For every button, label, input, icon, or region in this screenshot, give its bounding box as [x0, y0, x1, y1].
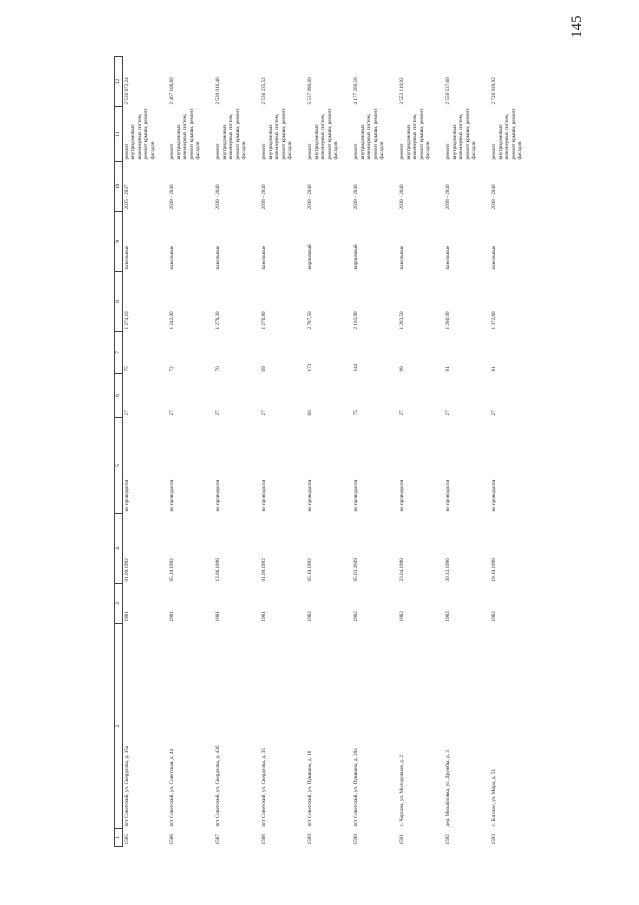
- period-cell: 2038 - 2040: [261, 184, 268, 210]
- column-6-cell: 27: [215, 410, 222, 416]
- column-6-cell: 27: [399, 410, 406, 416]
- cost-cell: 2 539 016,48: [215, 77, 222, 105]
- address-cell: пгт Советский, ул. Свердлова, д. 43б: [215, 745, 222, 827]
- period-cell: 2038 - 2040: [353, 184, 360, 210]
- column-header: 11: [115, 107, 123, 162]
- wall-material-cell: панельные: [215, 245, 222, 270]
- column-6-cell: 27: [261, 410, 268, 416]
- work-type-cell: ремонт внутридомовых инженерных систем, ремонт крыши, ремонт фасадов: [445, 108, 478, 160]
- year-cell: 1982: [307, 611, 314, 622]
- column-7-cell: 99: [399, 366, 406, 372]
- year-cell: 1981: [169, 611, 176, 622]
- column-header: 6: [115, 374, 123, 418]
- wall-material-cell: панельные: [445, 245, 452, 270]
- column-header: 1: [115, 829, 123, 847]
- wall-material-cell: кирпичный: [307, 244, 314, 270]
- year-cell: 1982: [353, 611, 360, 622]
- status-cell: не проводился: [261, 479, 268, 512]
- table-row: [444, 57, 490, 847]
- table-row: [490, 57, 536, 847]
- year-cell: 1981: [123, 611, 130, 622]
- table-row: [168, 57, 214, 847]
- cost-cell: 2 553 119,92: [399, 77, 406, 105]
- area-cell: 1 372,80: [491, 311, 498, 330]
- work-type-cell: ремонт внутридомовых инженерных систем, ремонт крыши, ремонт фасадов: [123, 108, 156, 160]
- column-6-cell: 27: [169, 410, 176, 416]
- records-table: [114, 56, 536, 847]
- status-cell: не проводился: [215, 479, 222, 512]
- address-cell: с. Богское, ул. Мира, д. 51: [491, 768, 498, 827]
- period-cell: 2038 - 2040: [307, 184, 314, 210]
- row-number: 1589: [307, 834, 314, 845]
- row-number: 1590: [353, 834, 360, 845]
- year-cell: 1982: [491, 611, 498, 622]
- cost-cell: 5 537 090,00: [307, 77, 314, 105]
- column-6-cell: 27: [445, 410, 452, 416]
- wall-material-cell: панельные: [491, 245, 498, 270]
- status-cell: не проводился: [353, 479, 360, 512]
- row-number: 1592: [445, 834, 452, 845]
- status-cell: не проводился: [445, 479, 452, 512]
- period-cell: 2038 - 2040: [445, 184, 452, 210]
- work-type-cell: ремонт внутридомовых инженерных систем, ремонт крыши, ремонт фасадов: [307, 108, 340, 160]
- year-cell: 1982: [445, 611, 452, 622]
- rotated-table-container: [114, 57, 554, 847]
- area-cell: 1 283,50: [399, 311, 406, 330]
- area-cell: 1 278,20: [215, 311, 222, 330]
- column-6-cell: 27: [491, 410, 498, 416]
- column-6-cell: 75: [353, 410, 360, 416]
- status-cell: не проводился: [123, 479, 130, 512]
- status-cell: не проводился: [491, 479, 498, 512]
- row-number: 1591: [399, 834, 406, 845]
- status-cell: не проводился: [169, 479, 176, 512]
- row-number: 1586: [169, 834, 176, 845]
- row-number: 1587: [215, 834, 222, 845]
- address-cell: пгт Советский, ул. Пушкина, д. 16: [307, 750, 314, 827]
- status-cell: не проводился: [399, 479, 406, 512]
- column-7-cell: 173: [307, 363, 314, 372]
- column-header: 7: [115, 332, 123, 374]
- column-7-cell: 144: [353, 363, 360, 372]
- area-cell: 1 242,00: [169, 311, 176, 330]
- table-row: [398, 57, 444, 847]
- table-row: [352, 57, 398, 847]
- date-cell: 30.12.1996: [445, 558, 452, 582]
- area-cell: 1 276,80: [261, 311, 268, 330]
- work-type-cell: ремонт внутридомовых инженерных систем, ремонт крыши, ремонт фасадов: [215, 108, 248, 160]
- area-cell: 1 274,10: [123, 311, 130, 330]
- year-cell: 1981: [215, 611, 222, 622]
- table-row: [260, 57, 306, 847]
- status-cell: не проводился: [307, 479, 314, 512]
- table-row: [306, 57, 352, 847]
- date-cell: 23.04.1998: [399, 558, 406, 582]
- table-row: [214, 57, 260, 847]
- column-header: 2: [115, 624, 123, 829]
- row-number: 1593: [491, 834, 498, 845]
- wall-material-cell: кирпичный: [353, 244, 360, 270]
- date-cell: 05.10.1992: [307, 558, 314, 582]
- period-cell: 2038 - 2040: [215, 184, 222, 210]
- period-cell: 2035 - 2037: [123, 184, 130, 210]
- date-cell: 05.03.2009: [353, 558, 360, 582]
- period-cell: 2038 - 2040: [491, 184, 498, 210]
- page-number: 145: [569, 15, 585, 38]
- date-cell: 19.10.1998: [491, 558, 498, 582]
- period-cell: 2038 - 2040: [399, 184, 406, 210]
- cost-cell: 2 536 235,52: [261, 77, 268, 105]
- table-row: [122, 57, 168, 847]
- work-type-cell: ремонт внутридомовых инженерных систем, ремонт крыши, ремонт фасадов: [261, 108, 294, 160]
- wall-material-cell: панельные: [261, 245, 268, 270]
- area-cell: 1 286,00: [445, 311, 452, 330]
- cost-cell: 2 726 939,92: [491, 77, 498, 105]
- year-cell: 1982: [399, 611, 406, 622]
- table-header: [115, 57, 123, 847]
- wall-material-cell: панельные: [169, 245, 176, 270]
- wall-material-cell: панельные: [399, 245, 406, 270]
- column-7-cell: 72: [169, 366, 176, 372]
- column-header: 12: [115, 57, 123, 107]
- area-cell: 2 102,90: [353, 311, 360, 330]
- work-type-cell: ремонт внутридомовых инженерных систем, ремонт крыши, ремонт фасадов: [353, 108, 386, 160]
- wall-material-cell: панельные: [123, 245, 130, 270]
- column-header: 4: [115, 514, 123, 584]
- column-7-cell: 81: [445, 366, 452, 372]
- address-cell: пгт Советский, ул. Свердлова, д. 35а: [123, 745, 130, 827]
- date-cell: 01.09.1992: [123, 558, 130, 582]
- cost-cell: 2 550 537,60: [445, 77, 452, 105]
- column-6-cell: 60: [307, 410, 314, 416]
- table-body: [122, 57, 536, 847]
- date-cell: 13.06.1996: [215, 558, 222, 582]
- column-7-cell: 70: [215, 366, 222, 372]
- work-type-cell: ремонт внутридомовых инженерных систем, ремонт крыши, ремонт фасадов: [169, 108, 202, 160]
- address-cell: пгт Советский, ул. Пушкина, д. 20а: [353, 748, 360, 827]
- column-header: 3: [115, 584, 123, 624]
- column-6-cell: 27: [123, 410, 130, 416]
- address-cell: пгт Советский, ул. Свердлова, д. 35: [261, 748, 268, 827]
- cost-cell: 2 467 108,80: [169, 77, 176, 105]
- column-7-cell: 81: [491, 366, 498, 372]
- address-cell: дер. Михайловка, ул. Дружбы, д. 3: [445, 750, 452, 827]
- work-type-cell: ремонт внутридомовых инженерных систем, ремонт крыши, ремонт фасадов: [491, 108, 524, 160]
- area-cell: 2 787,50: [307, 311, 314, 330]
- cost-cell: 4 177 200,56: [353, 77, 360, 105]
- column-7-cell: 75: [123, 366, 130, 372]
- date-cell: 01.09.1992: [261, 558, 268, 582]
- address-cell: с. Чарсана, ул. Молодежная, д. 2: [399, 754, 406, 827]
- column-7-cell: 69: [261, 366, 268, 372]
- row-number: 1588: [261, 834, 268, 845]
- row-number: 1585: [123, 834, 130, 845]
- date-cell: 05.10.1992: [169, 558, 176, 582]
- period-cell: 2038 - 2040: [169, 184, 176, 210]
- column-header: 8: [115, 272, 123, 332]
- work-type-cell: ремонт внутридомовых инженерных систем, ремонт крыши, ремонт фасадов: [399, 108, 432, 160]
- year-cell: 1981: [261, 611, 268, 622]
- cost-cell: 2 530 872,24: [123, 77, 130, 105]
- column-header: 5: [115, 418, 123, 514]
- column-header: 10: [115, 162, 123, 212]
- address-cell: пгт Советский, ул. Советская, д. 44: [169, 748, 176, 827]
- column-header: 9: [115, 212, 123, 272]
